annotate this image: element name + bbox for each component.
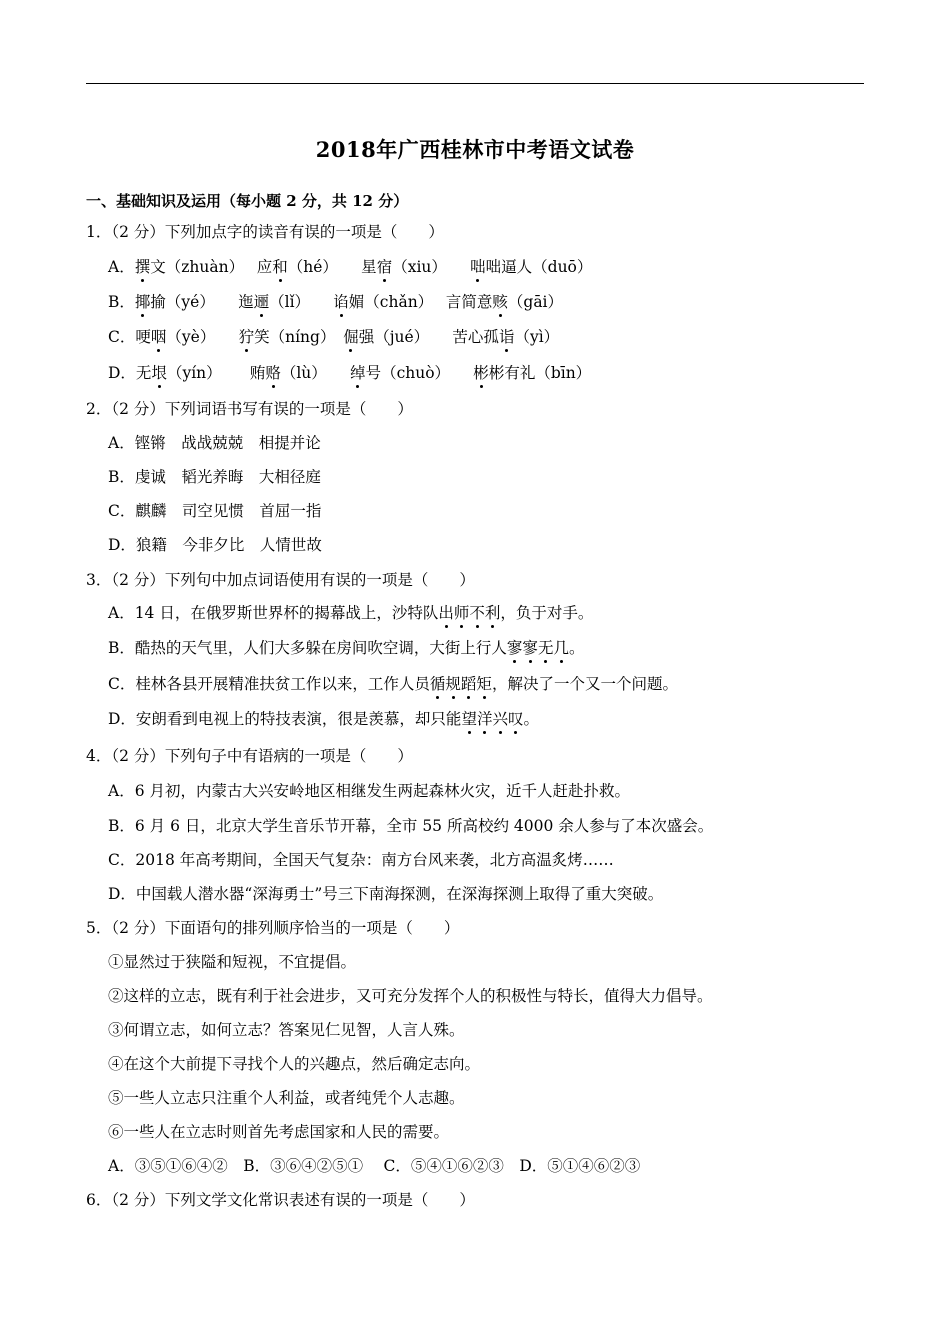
text-segment: 强（jué） 苦心孤 <box>358 328 499 346</box>
text-segment: 彬有礼（bīn） <box>488 364 592 382</box>
text-segment: 文（zhuàn） 应 <box>150 258 273 276</box>
dotted-char: 狞 <box>238 328 255 346</box>
option-line <box>108 534 322 556</box>
option-line <box>108 708 539 730</box>
text-segment: C．2018 年高考期间，全国天气复杂：南方台风来袭，北方高温炙烤…… <box>108 851 614 869</box>
option-line <box>108 883 663 905</box>
dotted-char: 望 <box>461 710 477 728</box>
text-segment: 揄（yé） 迤 <box>150 293 254 311</box>
text-segment: （gāi） <box>507 293 564 311</box>
option-line <box>108 849 614 871</box>
text-segment: C．哽 <box>108 328 151 346</box>
text-segment: ④在这个大前提下寻找个人的兴趣点，然后确定志向。 <box>108 1055 481 1073</box>
option-line <box>108 1053 480 1075</box>
text-segment: ①显然过于狭隘和短视，不宜提倡。 <box>108 953 357 971</box>
section-heading: 一、基础知识及运用（每小题 2 分，共 12 分） <box>86 192 409 210</box>
text-segment: 笑（níng） <box>254 328 344 346</box>
dotted-char: 师 <box>453 604 470 622</box>
text-segment: （yì） <box>514 328 560 346</box>
dotted-char: 赂 <box>265 364 281 382</box>
text-segment: 3．（2 分）下列句中加点词语使用有误的一项是（ ） <box>86 571 475 589</box>
dotted-char: 诣 <box>498 328 515 346</box>
text-segment: 媚（chǎn） 言简意 <box>348 293 493 311</box>
text-segment: B．虔诚 韬光养晦 大相径庭 <box>108 468 321 486</box>
dotted-char: 利 <box>484 604 501 622</box>
dotted-char: 不 <box>469 604 485 622</box>
dotted-char: 几 <box>553 639 569 657</box>
dotted-char: 寥 <box>522 639 538 657</box>
text-segment: D．无 <box>108 364 152 382</box>
option-line <box>108 985 713 1007</box>
option-line <box>108 432 321 454</box>
option-line <box>108 291 563 313</box>
text-segment: ⑥一些人在立志时则首先考虑国家和人民的需要。 <box>108 1123 450 1141</box>
option-line <box>108 256 592 278</box>
dotted-char: 无 <box>537 639 554 657</box>
text-segment: ③何谓立志，如何立志？答案见仁见智，人言人殊。 <box>108 1021 465 1039</box>
question-stem <box>86 221 444 243</box>
text-segment: （lù） <box>280 364 351 382</box>
text-segment: A．铿锵 战战兢兢 相提并论 <box>108 434 321 452</box>
option-line <box>108 637 584 659</box>
dotted-char: 彬 <box>473 364 489 382</box>
text-segment: A．6 月初，内蒙古大兴安岭地区相继发生两起森林火灾，近千人赶赴扑救。 <box>108 782 630 800</box>
header-rule <box>86 83 864 84</box>
dotted-char: 倔 <box>343 328 359 346</box>
question-stem <box>86 745 413 767</box>
dotted-char: 垠 <box>151 364 167 382</box>
option-line <box>108 326 559 348</box>
option-line <box>108 780 630 802</box>
option-line <box>108 815 713 837</box>
option-line <box>108 602 593 624</box>
text-segment: ，解决了一个又一个问题。 <box>491 675 678 693</box>
dotted-char: 规 <box>445 675 461 693</box>
dotted-char: 谄 <box>333 293 349 311</box>
option-line <box>108 673 678 695</box>
exam-title: 2018年广西桂林市中考语文试卷 <box>315 137 635 162</box>
question-stem <box>86 1189 475 1211</box>
text-segment: A．③⑤①⑥④② B．③⑥④②⑤① C．⑤④①⑥②③ D．⑤①④⑥②③ <box>108 1157 641 1175</box>
dotted-char: 寥 <box>506 639 523 657</box>
text-segment: （lǐ） <box>269 293 334 311</box>
option-line <box>108 500 321 522</box>
option-line <box>108 1019 465 1041</box>
dotted-char: 宿 <box>376 258 393 276</box>
text-segment: （hé） 星 <box>287 258 377 276</box>
question-stem <box>86 398 413 420</box>
option-line <box>108 1155 640 1177</box>
dotted-char: 叹 <box>507 710 524 728</box>
dotted-char: 逦 <box>253 293 270 311</box>
option-line <box>108 1087 465 1109</box>
text-segment: C．桂林各县开展精准扶贫工作以来，工作人员 <box>108 675 430 693</box>
dotted-char: 赅 <box>492 293 508 311</box>
text-segment: 。 <box>523 710 540 728</box>
dotted-char: 蹈 <box>460 675 477 693</box>
question-stem <box>86 569 475 591</box>
text-segment: 1．（2 分）下列加点字的读音有误的一项是（ ） <box>86 223 444 241</box>
text-segment: ⑤一些人立志只注重个人利益，或者纯凭个人志趣。 <box>108 1089 465 1107</box>
text-segment: D．安朗看到电视上的特技表演，很是羡慕，却只能 <box>108 710 462 728</box>
text-segment: 2．（2 分）下列词语书写有误的一项是（ ） <box>86 400 413 418</box>
text-segment: A． <box>108 258 135 276</box>
option-line <box>108 1121 449 1143</box>
dotted-char: 矩 <box>476 675 492 693</box>
dotted-char: 和 <box>272 258 288 276</box>
dotted-char: 绰 <box>350 364 366 382</box>
text-segment: 5．（2 分）下面语句的排列顺序恰当的一项是（ ） <box>86 919 460 937</box>
text-segment: 6．（2 分）下列文学文化常识表述有误的一项是（ ） <box>86 1191 475 1209</box>
text-segment: D．中国载人潜水器“深海勇士”号三下南海探测，在深海探测上取得了重大突破。 <box>108 885 664 903</box>
text-segment: C．麒麟 司空见惯 首屈一指 <box>108 502 322 520</box>
dotted-char: 咄 <box>470 258 486 276</box>
text-segment: ②这样的立志，既有利于社会进步，又可充分发挥个人的积极性与特长，值得大力倡导。 <box>108 987 713 1005</box>
dotted-char: 循 <box>429 675 446 693</box>
text-segment: 4．（2 分）下列句子中有语病的一项是（ ） <box>86 747 413 765</box>
text-segment: A．14 日，在俄罗斯世界杯的揭幕战上，沙特队 <box>108 604 439 622</box>
text-segment: D．狼籍 今非夕比 人情世故 <box>108 536 322 554</box>
text-segment: （yín） 贿 <box>166 364 266 382</box>
dotted-char: 撰 <box>134 258 151 276</box>
text-segment: B．6 月 6 日，北京大学生音乐节开幕，全市 55 所高校约 4000 余人参与了本次盛会。 <box>108 817 714 835</box>
text-segment: ，负于对手。 <box>500 604 594 622</box>
dotted-char: 咽 <box>150 328 167 346</box>
dotted-char: 兴 <box>492 710 508 728</box>
text-segment: B．酷热的天气里，人们大多躲在房间吹空调，大街上行人 <box>108 639 507 657</box>
option-line <box>108 951 356 973</box>
text-segment: 咄逼人（duō） <box>485 258 593 276</box>
option-line <box>108 466 321 488</box>
dotted-char: 出 <box>438 604 454 622</box>
option-line <box>108 362 591 384</box>
dotted-char: 洋 <box>476 710 493 728</box>
text-segment: （yè） <box>166 328 239 346</box>
dotted-char: 揶 <box>134 293 151 311</box>
text-segment: 。 <box>568 639 585 657</box>
text-segment: （xiu） <box>392 258 471 276</box>
text-segment: 号（chuò） <box>365 364 474 382</box>
text-segment: B． <box>108 293 135 311</box>
question-stem <box>86 917 459 939</box>
